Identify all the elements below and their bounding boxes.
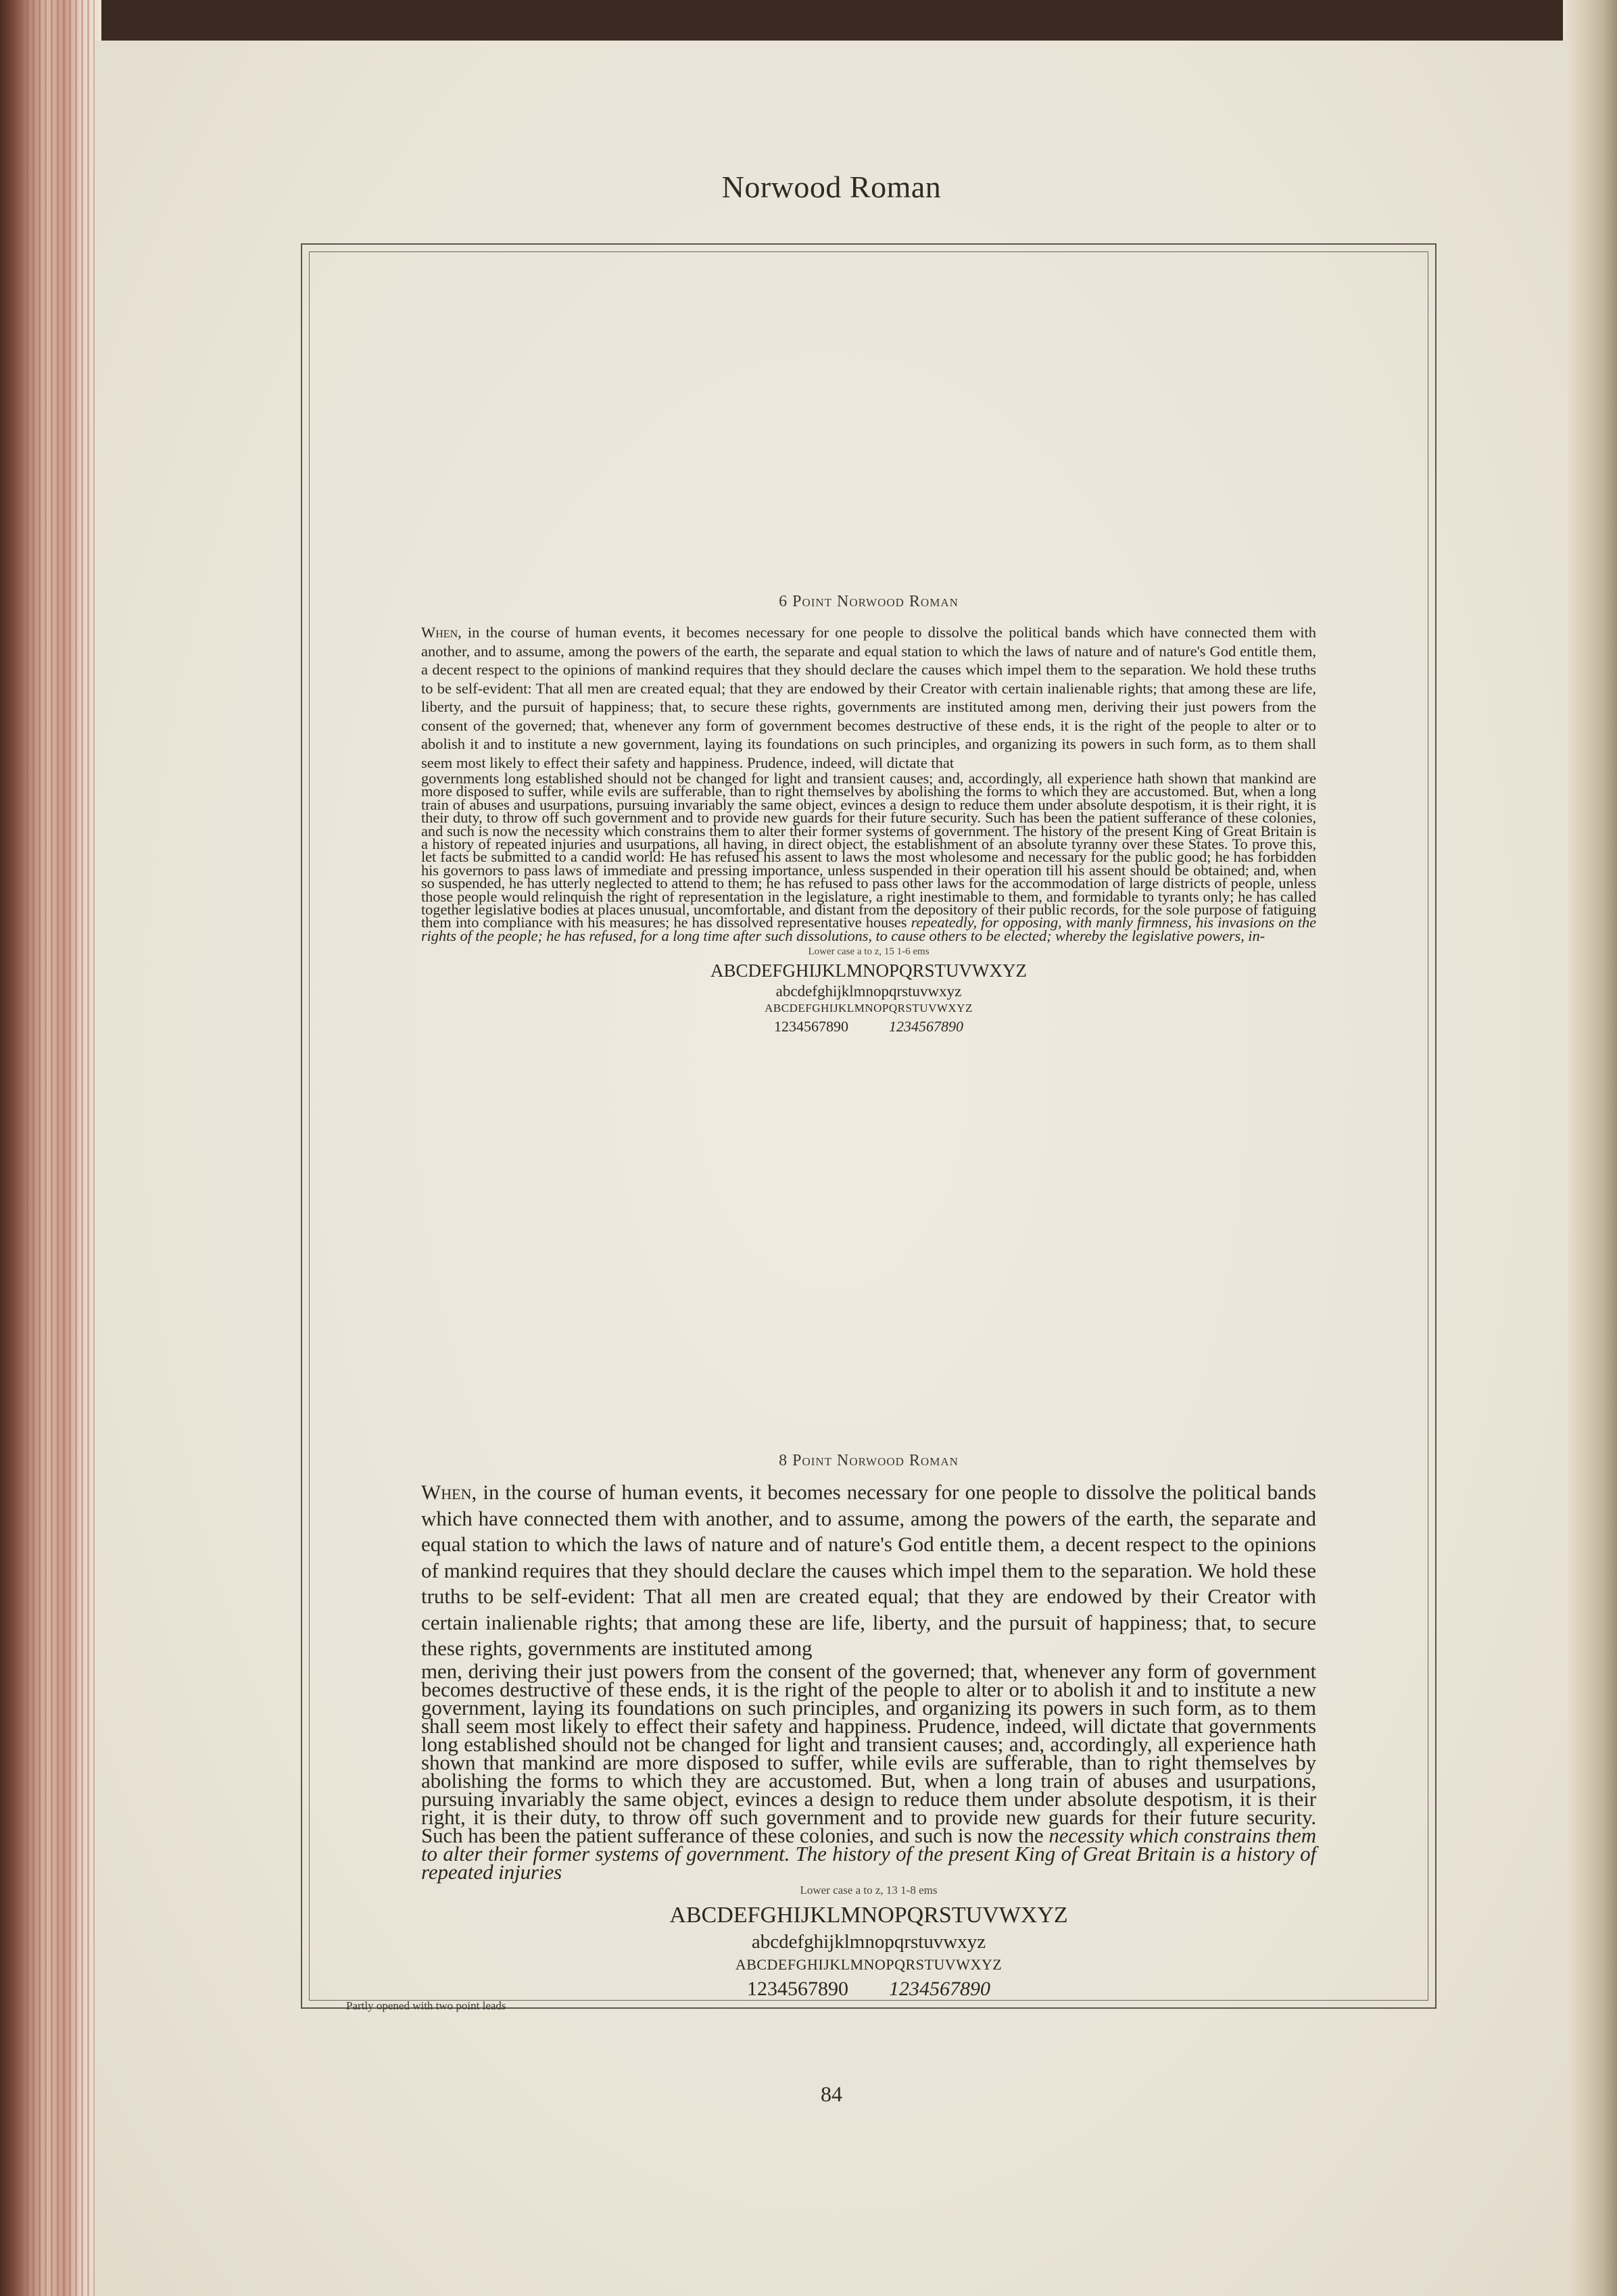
book-right-edge (1563, 0, 1617, 2296)
italic-figures: 1234567890 (889, 1977, 990, 2000)
roman-figures: 1234567890 (774, 1018, 848, 1035)
book-spine-edge (0, 0, 101, 2296)
italic-figures: 1234567890 (889, 1018, 963, 1035)
lead-word: When, (421, 624, 462, 641)
roman-figures: 1234567890 (747, 1977, 848, 2000)
lead-word: When, (421, 1480, 477, 1504)
specimen-text-solid (421, 772, 1316, 942)
specimen-text-leaded (421, 623, 1316, 772)
book-page (95, 41, 1568, 2296)
figures-line (302, 1978, 1435, 2001)
specimen-6-point (302, 593, 1435, 1035)
small-caps-alphabet: ABCDEFGHIJKLMNOPQRSTUVWXYZ (735, 1955, 1003, 1973)
running-title: Norwood Roman (721, 170, 942, 204)
em-note: Lower case a to z, 13 1-8 ems (800, 1883, 938, 1897)
capitals-alphabet: ABCDEFGHIJKLMNOPQRSTUVWXYZ (710, 960, 1028, 981)
specimen-text-solid (421, 1659, 1316, 1884)
specimen-8-point (302, 1452, 1435, 2001)
figures-line (302, 1018, 1435, 1035)
solid-text: governments long established should not be changed for light and transient causes; and, accordingly, all experience hath shown that mankind are more disposed to suffer, while evils are sufferable, than to right themselves by abolishing the forms to which they are accustomed. But, when a long train of abuses and usurpations, pursuing invariably the same object, evinces a design to reduce them under absolute despotism, it is their right, it is their duty, to throw off such government and to provide new guards for their future security. Such has been the patient sufferance of these colonies, and such is now the necessity which constrains them to alter their former systems of government. The history of the present King of Great Britain is a history of repeated injuries and usurpations, all having, in direct object, the establishment of an absolute tyranny over these States. To prove this, let facts be submitted to a candid world: He has refused his assent to laws the most wholesome and necessary for the public good; he has forbidden his governors to pass laws of immediate and pressing importance, unless suspended in their operation till his assent should be obtained; and, when so suspended, he has utterly neglected to attend to them; he has refused to pass other laws for the accommodation of large districts of people, unless those people would relinquish the right of representation in the legislature, a right inestimable to them, and formidable to tyrants only; he has called together legislative bodies at places unusual, uncomfortable, and distant from the depository of their public records, for the sole purpose of fatiguing them into compliance with his measures; he has dissolved representative houses (421, 770, 1316, 931)
leaded-text: in the course of human events, it becomes necessary for one people to dissolve the political bands which have connected them with another, and to assume, among the powers of the earth, the separate and equal station to which the laws of nature and of nature's God entitle them, a decent respect to the opinions of mankind requires that they should declare the causes which impel them to the separation. We hold these truths to be self-evident: That all men are created equal; that they are endowed by their Creator with certain inalienable rights; that among these are life, liberty, and the pursuit of happiness; that, to secure these rights, governments are instituted among men, deriving their just powers from the consent of the governed; that, whenever any form of government becomes destructive of these ends, it is the right of the people to alter or to abolish it and to institute a new government, laying its foundations on such principles, and organizing its powers in such form, as to them shall seem most likely to effect their safety and happiness. Prudence, indeed, will dictate that (421, 624, 1317, 771)
em-note: Lower case a to z, 15 1-6 ems (808, 946, 930, 958)
italic-text: repeatedly, for opposing, with manly firmness, his invasions on the rights of the people; he has refused, for a long time after such dissolutions, to cause others to be elected; whereby the legislative powers, in- (421, 914, 1317, 944)
specimen-frame (301, 243, 1437, 2009)
capitals-alphabet: ABCDEFGHIJKLMNOPQRSTUVWXYZ (669, 1902, 1068, 1928)
small-caps-alphabet: ABCDEFGHIJKLMNOPQRSTUVWXYZ (765, 1002, 973, 1015)
page-number: 84 (821, 2082, 842, 2106)
footnote: Partly opened with two point leads (346, 1999, 506, 2012)
leaded-text: in the course of human events, it becomes necessary for one people to dissolve the political bands which have connected them with another, and to assume, among the powers of the earth, the separate and equal station to which the laws of nature and of nature's God entitle them, a decent respect to the opinions of mankind requires that they should declare the causes which impel them to the separation. We hold these truths to be self-evident: That all men are created equal; that they are endowed by their Creator with certain inalienable rights; that among these are life, liberty, and the pursuit of happiness; that, to secure these rights, governments are instituted among (421, 1480, 1316, 1660)
solid-text: men, deriving their just powers from the consent of the governed; that, whenever any form of government becomes destructive of these ends, it is the right of the people to alter or to abolish it and to institute a new government, laying its foundations on such principles, and organizing its powers in such form, as to them shall seem most likely to effect their safety and happiness. Prudence, indeed, will dictate that governments long established should not be changed for light and transient causes; and, accordingly, all experience hath shown that mankind are more disposed to suffer, while evils are sufferable, than to right themselves by abolishing the forms to which they are accustomed. But, when a long train of abuses and usurpations, pursuing invariably the same object, evinces a design to reduce them under absolute despotism, it is their right, it is their duty, to throw off such government and to provide new guards for their future security. Such has been the patient sufferance of these colonies, and such is now the (421, 1659, 1316, 1847)
lowercase-alphabet: abcdefghijklmnopqrstuvwxyz (751, 1930, 986, 1953)
lowercase-alphabet: abcdefghijklmnopqrstuvwxyz (775, 983, 962, 1000)
specimen-text-leaded (421, 1480, 1316, 1662)
italic-text: necessity which constrains them to alter their former systems of government. The history of the present King of Great Britain is a history of repeated injuries (421, 1823, 1316, 1884)
specimen-heading: 6 Point Norwood Roman (779, 593, 959, 610)
specimen-heading: 8 Point Norwood Roman (779, 1452, 959, 1469)
